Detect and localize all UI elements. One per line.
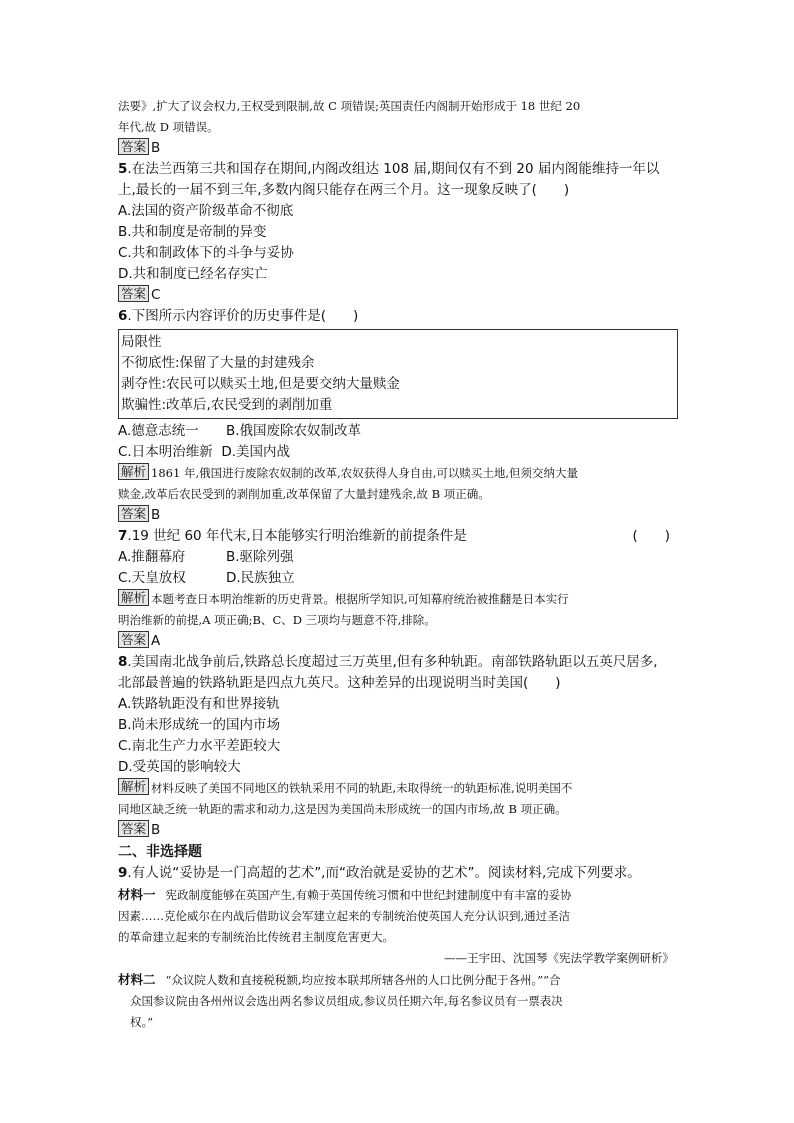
section-heading: 二、非选择题 bbox=[118, 844, 202, 860]
explain-line: 赎金,改革后农民受到的剥削加重,改革保留了大量封建残余,故 B 项正确。 bbox=[118, 487, 490, 501]
explain-line: 年代,故 D 项错误。 bbox=[118, 120, 219, 134]
explain-line: 同地区缺乏统一轨距的需求和动力,这是因为美国尚未形成统一的国内市场,故 B 项正确。 bbox=[118, 802, 567, 816]
option-d: D.受英国的影响较大 bbox=[118, 759, 241, 775]
answer-value: C bbox=[151, 287, 161, 303]
option-b: B.尚未形成统一的国内市场 bbox=[118, 717, 281, 733]
material-label: 材料一 bbox=[118, 887, 156, 902]
material-text: 宪政制度能够在英国产生,有赖于英国传统习惯和中世纪封建制度中有丰富的妥协 bbox=[165, 888, 572, 902]
answer-tag: 答案 bbox=[118, 505, 149, 522]
explain-line: 法要》,扩大了议会权力,王权受到限制,故 C 项错误;英国责任内阁制开始形成于 18 世纪 20 bbox=[118, 99, 581, 113]
answer-tag: 答案 bbox=[118, 631, 149, 648]
option-c: C.南北生产力水平差距较大 bbox=[118, 738, 281, 754]
option-a: A.推翻幕府 bbox=[118, 549, 186, 565]
box-line: 不彻底性:保留了大量的封建残余 bbox=[121, 355, 315, 371]
box-line: 欺骗性:改革后,农民受到的剥削加重 bbox=[121, 397, 333, 413]
answer-row bbox=[118, 285, 678, 306]
answer-value: B bbox=[151, 822, 161, 838]
question-stem-line: 上,最长的一届不到三年,多数内阁只能存在两三个月。这一现象反映了( ) bbox=[118, 182, 570, 198]
question-stem bbox=[118, 159, 678, 180]
option-b: B.驱除列强 bbox=[226, 549, 294, 565]
answer-value: A bbox=[151, 633, 161, 649]
option-row bbox=[118, 547, 678, 568]
material-two-line: 众国参议院由各州州议会选出两名参议员组成,参议员任期六年,每名参议员有一票表决 bbox=[130, 994, 563, 1008]
question-number: 8 bbox=[118, 654, 128, 670]
explain-tag: 解析 bbox=[118, 589, 149, 606]
answer-row bbox=[118, 138, 678, 159]
option-row bbox=[118, 442, 678, 463]
answer-value: B bbox=[151, 140, 161, 156]
answer-paren: ( ) bbox=[632, 528, 670, 544]
evaluation-box bbox=[118, 329, 678, 419]
answer-tag: 答案 bbox=[118, 285, 149, 302]
question-number: 5 bbox=[118, 161, 128, 177]
answer-row bbox=[118, 505, 678, 526]
question-stem-line: 北部最普遍的铁路轨距是四点九英尺。这种差异的出现说明当时美国( ) bbox=[118, 675, 561, 691]
question-text: .19 世纪 60 年代末,日本能够实行明治维新的前提条件是 bbox=[127, 528, 467, 544]
question-text: .美国南北战争前后,铁路总长度超过三万英里,但有多种轨距。南部铁路轨距以五英尺居多, bbox=[127, 654, 658, 670]
explain-line: 明治维新的前提,A 项正确;B、C、D 三项均与题意不符,排除。 bbox=[118, 613, 436, 627]
question-stem bbox=[118, 863, 678, 884]
option-c: C.天皇放权 bbox=[118, 570, 186, 586]
box-line: 局限性 bbox=[121, 334, 162, 350]
question-stem bbox=[118, 652, 678, 673]
question-number: 7 bbox=[118, 528, 128, 544]
explain-line bbox=[118, 589, 678, 610]
material-one-line: 因素……克伦威尔在内战后借助议会军建立起来的专制统治使英国人充分认识到,通过圣洁 bbox=[118, 909, 571, 923]
explain-text: 1861 年,俄国进行废除农奴制的改革,农奴获得人身自由,可以赎买土地,但须交纳大量 bbox=[151, 466, 579, 480]
material-two-line bbox=[118, 969, 678, 991]
material-text: “众议院人数和直接税税额,均应按本联邦所辖各州的人口比例分配于各州。”“合 bbox=[165, 973, 561, 987]
option-b: B.共和制度是帝制的异变 bbox=[118, 224, 267, 240]
material-two-line: 权。” bbox=[130, 1015, 154, 1029]
answer-row bbox=[118, 631, 678, 652]
question-number: 6 bbox=[118, 308, 128, 324]
question-number: 9 bbox=[118, 865, 128, 881]
option-row bbox=[118, 421, 678, 442]
option-d: D.美国内战 bbox=[221, 444, 290, 460]
box-line: 剥夺性:农民可以赎买土地,但是要交纳大量赎金 bbox=[121, 376, 400, 392]
explain-text: 本题考查日本明治维新的历史背景。根据所学知识,可知幕府统治被推翻是日本实行 bbox=[151, 592, 569, 606]
option-a: A.铁路轨距没有和世界接轨 bbox=[118, 696, 280, 712]
explain-line bbox=[118, 778, 678, 799]
question-text: .有人说“妥协是一门高超的艺术”,而“政治就是妥协的艺术”。阅读材料,完成下列要求。 bbox=[127, 865, 641, 881]
answer-tag: 答案 bbox=[118, 820, 149, 837]
option-a: A.法国的资产阶级革命不彻底 bbox=[118, 203, 294, 219]
question-text: .在法兰西第三共和国存在期间,内阁改组达 108 届,期间仅有不到 20 届内阁能维持一年以 bbox=[127, 161, 660, 177]
option-d: D.共和制度已经名存实亡 bbox=[118, 266, 268, 282]
option-c: C.日本明治维新 bbox=[118, 444, 213, 460]
question-stem bbox=[118, 526, 678, 547]
answer-tag: 答案 bbox=[118, 138, 149, 155]
material-one-line: 的革命建立起来的专制统治比传统君主制度危害更大。 bbox=[118, 930, 394, 944]
option-c: C.共和制政体下的斗争与妥协 bbox=[118, 245, 294, 261]
material-source: ——王宇田、沈国琴《宪法学教学案例研析》 bbox=[444, 951, 674, 965]
option-b: B.俄国废除农奴制改革 bbox=[226, 423, 362, 439]
option-a: A.德意志统一 bbox=[118, 423, 199, 439]
material-label: 材料二 bbox=[118, 972, 156, 987]
option-row bbox=[118, 568, 678, 589]
explain-line bbox=[118, 463, 678, 484]
explain-text: 材料反映了美国不同地区的铁轨采用不同的轨距,未取得统一的轨距标准,说明美国不 bbox=[151, 781, 573, 795]
material-one-line bbox=[118, 884, 678, 906]
answer-row bbox=[118, 820, 678, 841]
option-d: D.民族独立 bbox=[226, 570, 295, 586]
explain-tag: 解析 bbox=[118, 778, 149, 795]
answer-value: B bbox=[151, 507, 161, 523]
explain-tag: 解析 bbox=[118, 463, 149, 480]
document-page bbox=[118, 96, 678, 1033]
question-stem bbox=[118, 306, 678, 327]
question-text: .下图所示内容评价的历史事件是( ) bbox=[127, 308, 359, 324]
